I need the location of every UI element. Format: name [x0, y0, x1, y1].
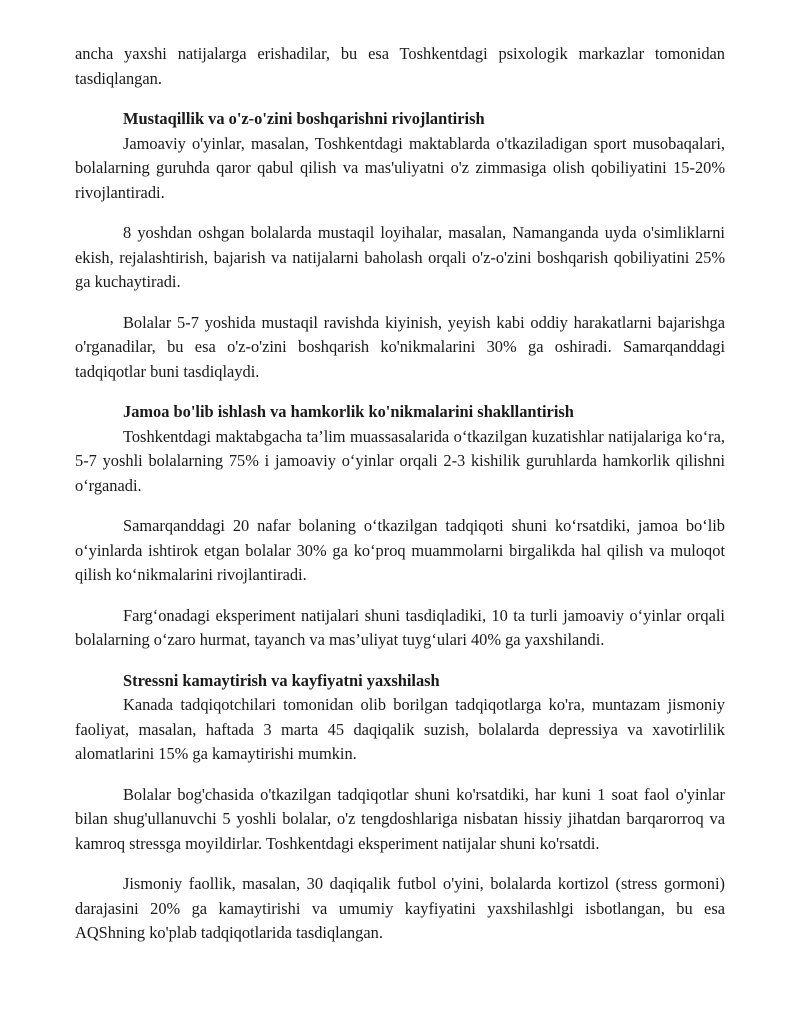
- section-heading-teamwork: Jamoa bo'lib ishlash va hamkorlik ko'nikmalarini shakllantirish: [123, 402, 574, 421]
- paragraph: Jamoaviy o'yinlar, masalan, Toshkentdagi maktablarda o'tkaziladigan sport musobaqalari, bolalarning guruhda qaror qabul qilish va mas'uliyatni o'z zimmasiga olish qobiliyatini 15-20% rivojlantiradi.: [75, 133, 725, 202]
- intro-paragraph: ancha yaxshi natijalarga erishadilar, bu esa Toshkentdagi psixologik markazlar tomonidan tasdiqlangan.: [75, 44, 725, 88]
- section-heading-independence: Mustaqillik va o'z-o'zini boshqarishni rivojlantirish: [123, 109, 485, 128]
- paragraph: Bolalar 5-7 yoshida mustaqil ravishda kiyinish, yeyish kabi oddiy harakatlarni bajarishga o'rganadilar, bu esa o'z-o'zini boshqarish ko'nikmalarini 30% ga oshiradi. Samarqanddagi tadqiqotlar buni tasdiqlaydi.: [75, 312, 725, 381]
- paragraph: 8 yoshdan oshgan bolalarda mustaqil loyihalar, masalan, Namanganda uyda o'simliklarni ekish, rejalashtirish, bajarish va natijalarni baholash orqali o'z-o'zini boshqarish qobiliyatini 25% ga kuchaytiradi.: [75, 223, 725, 291]
- paragraph: Samarqanddagi 20 nafar bolaning o‘tkazilgan tadqiqoti shuni ko‘rsatdiki, jamoa bo‘lib o‘yinlarda ishtirok etgan bolalar 30% ga ko‘proq muammolarni birgalikda hal qilish va muloqot qilish ko‘nikmalarini rivojlantiradi.: [75, 516, 725, 584]
- paragraph: Jismoniy faollik, masalan, 30 daqiqalik futbol o'yini, bolalarda kortizol (stress gormoni) darajasini 20% ga kamaytirishi va umumiy kayfiyatini yaxshilashlgi isbotlangan, bu esa AQShning ko'plab tadqiqotlarida tasdiqlangan.: [75, 874, 725, 942]
- paragraph: Toshkentdagi maktabgacha ta’lim muassasalarida o‘tkazilgan kuzatishlar natijalariga ko‘ra, 5-7 yoshli bolalarning 75% i jamoaviy o‘yinlar orqali 2-3 kishilik guruhlarda hamkorlik qilishni o‘rganadi.: [75, 426, 725, 495]
- paragraph: Kanada tadqiqotchilari tomonidan olib borilgan tadqiqotlarga ko'ra, muntazam jismoniy faoliyat, masalan, haftada 3 marta 45 daqiqalik suzish, bolalarda depressiya va xavotirlilik alomatlarini 15% ga kamaytirishi mumkin.: [75, 695, 725, 763]
- paragraph: Bolalar bog'chasida o'tkazilgan tadqiqotlar shuni ko'rsatdiki, har kuni 1 soat faol o'yinlar bilan shug'ullanuvchi 5 yoshli bolalar, o'z tengdoshlariga nisbatan hissiy jihatdan barqarorroq va kamroq stressga moyildirlar. Toshkentdagi eksperiment natijalar shuni ko'rsatdi.: [75, 784, 725, 853]
- paragraph: Farg‘onadagi eksperiment natijalari shuni tasdiqladiki, 10 ta turli jamoaviy o‘yinlar orqali bolalarning o‘zaro hurmat, tayanch va mas’uliyat tuyg‘ulari 40% ga yaxshilandi.: [75, 605, 725, 649]
- section-heading-stress: Stressni kamaytirish va kayfiyatni yaxshilash: [123, 670, 440, 690]
